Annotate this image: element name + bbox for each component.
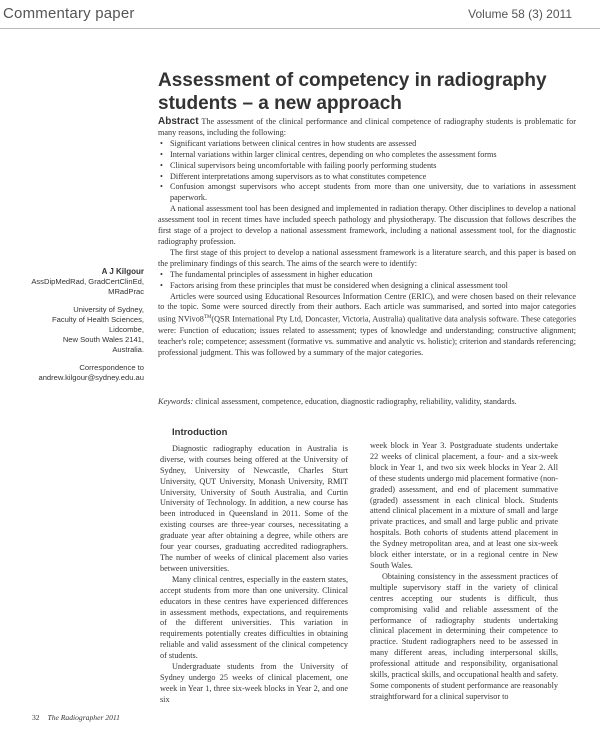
list-item: • Significant variations between clinical centres in how students are assessed: [158, 139, 576, 150]
author-email[interactable]: andrew.kilgour@sydney.edu.au: [38, 373, 144, 382]
list-item: • The fundamental principles of assessment in higher education: [158, 270, 576, 281]
author-info: [10, 267, 144, 383]
body-column-left: [160, 428, 348, 706]
list-item: • Internal variations within larger clinical centres, depending on who completes the assessment forms: [158, 150, 576, 161]
list-item: • Factors arising from these principles that must be considered when designing a clinical assessment tool: [158, 281, 576, 292]
abstract-label: Abstract: [158, 116, 199, 127]
body-paragraph: Undergraduate students from the University of Sydney undergo 25 weeks of clinical placement, one week in Year 1, three six-week blocks in Year 2, and one six: [160, 662, 348, 704]
abstract-list-2: [158, 270, 576, 292]
body-paragraph: Diagnostic radiography education in Australia is diverse, with courses being offered at the University of Sydney, University of Newcastle, Charles Sturt University, QUT University, Monash University, RMIT University, University of South Australia, and Curtin University of Technology. In addition, a new course has been introduced in Queensland in 2011. Some of the existing courses are three-year courses, necessitating a graduate year after obtaining a degree, while others are four year courses, graduating accredited radiographers. The number of weeks of clinical placement also varies between universities.: [160, 443, 348, 573]
body-paragraph: Obtaining consistency in the assessment practices of multiple supervisory staff in the variety of clinical centres accepting our students is difficult, thus compromising valid and reliable assessment of the performance of radiography students undertaking clinical placement in determining their competence to practice. Student radiographers need to be assessed in many different areas, including interpersonal skills, professional attitude and responsibility, organisational skills, practical skills, and occupational health and safety. Some components of student performance are reasonably straightforward for a clinical supervisor to: [370, 571, 558, 701]
author-affiliation: University of Sydney, Faculty of Health Sciences, Lidcombe, New South Wales 2141, Australia.: [51, 305, 144, 354]
header-rule: [0, 28, 600, 29]
keywords-text: clinical assessment, competence, education, diagnostic radiography, reliability, validity, standards.: [195, 397, 517, 406]
keywords: [158, 396, 576, 407]
abstract: [158, 117, 576, 359]
list-item: • Clinical supervisors being uncomfortable with failing poorly performing students: [158, 161, 576, 172]
keywords-label: Keywords:: [158, 397, 194, 406]
page-header: [0, 0, 600, 28]
abstract-paragraph: The first stage of this project to develop a national assessment framework is a literature search, and this paper is based on the preliminary findings of this search. The aims of the search were to identify:: [158, 247, 576, 268]
abstract-paragraph: A national assessment tool has been designed and implemented in radiation therapy. Other disciplines to develop a national assessment tool in recent times have included speech pathology and physiotherapy. The discussion that follows describes the first stage of a project to develop a national assessment framework, including a national assessment tool, for the diagnostic radiography profession.: [158, 204, 576, 246]
body-paragraph: Many clinical centres, especially in the eastern states, accept students from more than one university. Clinical educators in these centres have experienced differences in assessment methods, expectations, and requirements of the different universities. This variation in requirements potentially creates difficulties in obtaining reliable and valid assessment of the clinical competency of students.: [160, 574, 348, 661]
body-paragraph: week block in Year 3. Postgraduate students undertake 22 weeks of clinical placement, a four- and a six-week block in Year 1, and two six week blocks in Year 2. All of these students undergo mid placement formative (non-graded) assessment, and end of placement summative (graded) assessment in each clinical block. Students attend clinical placement in a mixture of small and large private practices, and small and large public and private hospitals. Both cohorts of students attend placement in the Sydney metropolitan area, and at least one six-week block either interstate, or in a regional centre in New South Wales.: [370, 441, 558, 570]
abstract-list-1: [158, 139, 576, 204]
introduction-heading: Introduction: [172, 427, 228, 438]
journal-name: The Radiographer 2011: [47, 713, 120, 722]
section-label: Commentary paper: [3, 5, 135, 22]
list-item: • Confusion amongst supervisors who accept students from more than one university, due to variations in assessment paperwork.: [158, 182, 576, 204]
author-name: A J Kilgour: [101, 267, 144, 276]
correspondence: Correspondence to andrew.kilgour@sydney.edu.au: [10, 363, 144, 383]
volume-info: Volume 58 (3) 2011: [468, 7, 572, 21]
abstract-paragraph: Articles were sourced using Educational Resources Information Centre (ERIC), and were chosen based on their relevance to the topic. Some were sourced directly from their authors. Each article was summarised, and sorted into major categories using NVivo8™(QSR International Pty Ltd, Doncaster, Victoria, Australia) qualitative data analysis software. These categories were: Function of education; issues related to assessment; types of knowledge and understanding; constructive alignment; teacher's role; competence; assessment (formative vs. summative and analytic vs. holistic); criterion and standards referencing; professional judgment. This was followed by a summary of the major categories.: [158, 291, 577, 357]
list-item: • Different interpretations among supervisors as to what constitutes competence: [158, 172, 576, 183]
body-column-right: [370, 441, 558, 703]
author-qualifications: AssDipMedRad, GradCertClinEd, MRadPrac: [31, 277, 144, 296]
article-title: Assessment of competency in radiography students – a new approach: [158, 70, 547, 114]
page-footer: [32, 713, 120, 722]
page-number: 32: [32, 713, 40, 722]
abstract-intro: Abstract The assessment of the clinical performance and clinical competence of radiography students is problematic for many reasons, including the following:: [158, 116, 576, 137]
